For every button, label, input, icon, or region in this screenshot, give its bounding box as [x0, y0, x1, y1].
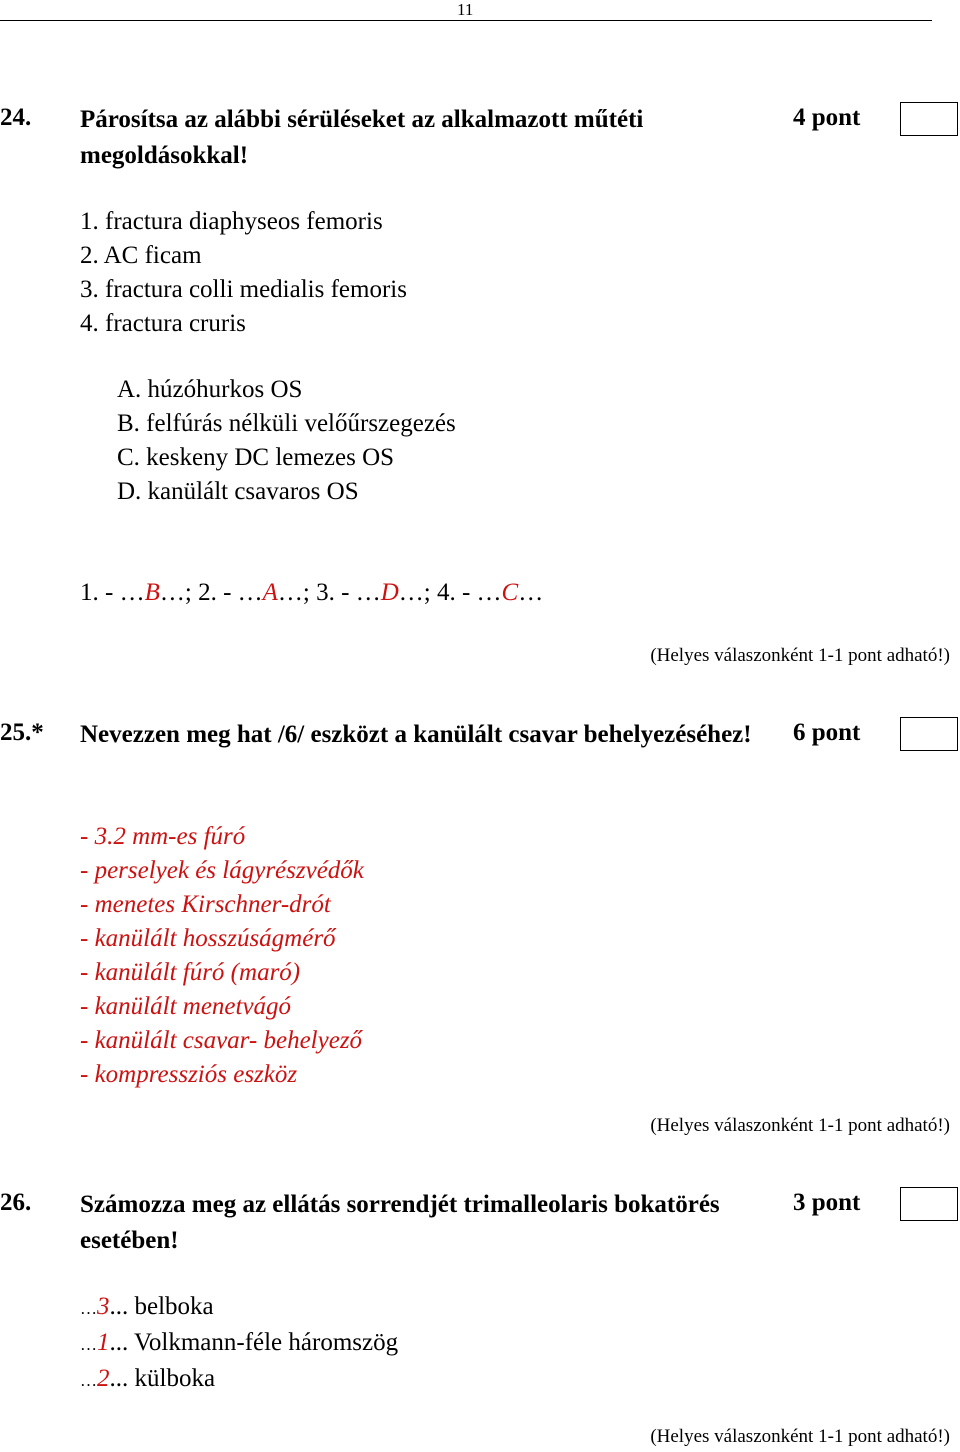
question-24-score-box[interactable]	[900, 102, 958, 136]
question-26-scoring-note: (Helyes válaszonként 1-1 pont adható!)	[650, 1426, 950, 1447]
question-25-number: 25.*	[0, 719, 44, 746]
list-item: 3. fractura colli medialis femoris	[80, 276, 407, 303]
question-24-scoring-note: (Helyes válaszonként 1-1 pont adható!)	[650, 645, 950, 666]
answer-prefix: …	[80, 1371, 97, 1390]
question-24-text: Párosítsa az alábbi sérüléseket az alkalmazott műtéti megoldásokkal!	[80, 106, 644, 169]
item-label: ... belboka	[109, 1293, 214, 1320]
answer-value: C	[501, 579, 519, 606]
question-24-options	[117, 373, 456, 509]
list-item	[80, 1326, 398, 1362]
answer-suffix: …;	[398, 579, 437, 606]
question-24-points: 4 pont	[793, 104, 861, 131]
list-item: 2. AC ficam	[80, 242, 202, 269]
question-26-score-box[interactable]	[900, 1187, 958, 1221]
question-26-text: Számozza meg az ellátás sorrendjét trimalleolaris bokatörés esetében!	[80, 1191, 720, 1254]
answer-suffix: …	[518, 579, 544, 606]
answer-value: B	[144, 579, 160, 606]
answer-value: A	[262, 579, 278, 606]
question-24-items	[80, 205, 407, 341]
question-26-number: 26.	[0, 1189, 32, 1216]
list-item	[80, 1290, 398, 1326]
answer-prefix: 4. - …	[436, 579, 502, 606]
list-item: A. húzóhurkos OS	[117, 376, 303, 403]
question-25-text: Nevezzen meg hat /6/ eszközt a kanülált csavar behelyezéséhez!	[80, 721, 752, 748]
question-26-items	[80, 1290, 398, 1398]
list-item: - kanülált csavar- behelyező	[80, 1027, 363, 1054]
list-item: - menetes Kirschner-drót	[80, 891, 331, 918]
list-item: 4. fractura cruris	[80, 310, 246, 337]
list-item: 1. fractura diaphyseos femoris	[80, 208, 383, 235]
question-24-answer	[80, 576, 543, 610]
answer-value: 2	[97, 1365, 110, 1392]
list-item: C. keskeny DC lemezes OS	[117, 444, 395, 471]
answer-value: 1	[97, 1329, 110, 1356]
question-25-score-box[interactable]	[900, 717, 958, 751]
list-item: D. kanülált csavaros OS	[117, 478, 359, 505]
list-item: - kanülált fúró (maró)	[80, 959, 301, 986]
question-25-answers	[80, 820, 364, 1092]
list-item: B. felfúrás nélküli velőűrszegezés	[117, 410, 456, 437]
list-item: - kanülált hosszúságmérő	[80, 925, 336, 952]
question-25-scoring-note: (Helyes válaszonként 1-1 pont adható!)	[650, 1115, 950, 1136]
list-item: - perselyek és lágyrészvédők	[80, 857, 364, 884]
item-label: ... külboka	[109, 1365, 216, 1392]
answer-prefix: …	[80, 1335, 97, 1354]
answer-value: 3	[97, 1293, 110, 1320]
answer-value: D	[380, 579, 399, 606]
list-item: - kompressziós eszköz	[80, 1061, 298, 1088]
question-26-points: 3 pont	[793, 1189, 861, 1216]
list-item: - kanülált menetvágó	[80, 993, 292, 1020]
list-item	[80, 1362, 398, 1398]
answer-prefix: 1. - …	[80, 579, 145, 606]
item-label: ... Volkmann-féle háromszög	[109, 1329, 399, 1356]
answer-suffix: …;	[277, 579, 317, 606]
answer-prefix: 2. - …	[198, 579, 263, 606]
answer-suffix: …;	[159, 579, 199, 606]
header-rule	[0, 20, 932, 21]
list-item: - 3.2 mm-es fúró	[80, 823, 246, 850]
question-24-number: 24.	[0, 104, 32, 131]
question-25-points: 6 pont	[793, 719, 861, 746]
page-number: 11	[457, 0, 474, 19]
answer-prefix: 3. - …	[316, 579, 381, 606]
answer-prefix: …	[80, 1299, 97, 1318]
